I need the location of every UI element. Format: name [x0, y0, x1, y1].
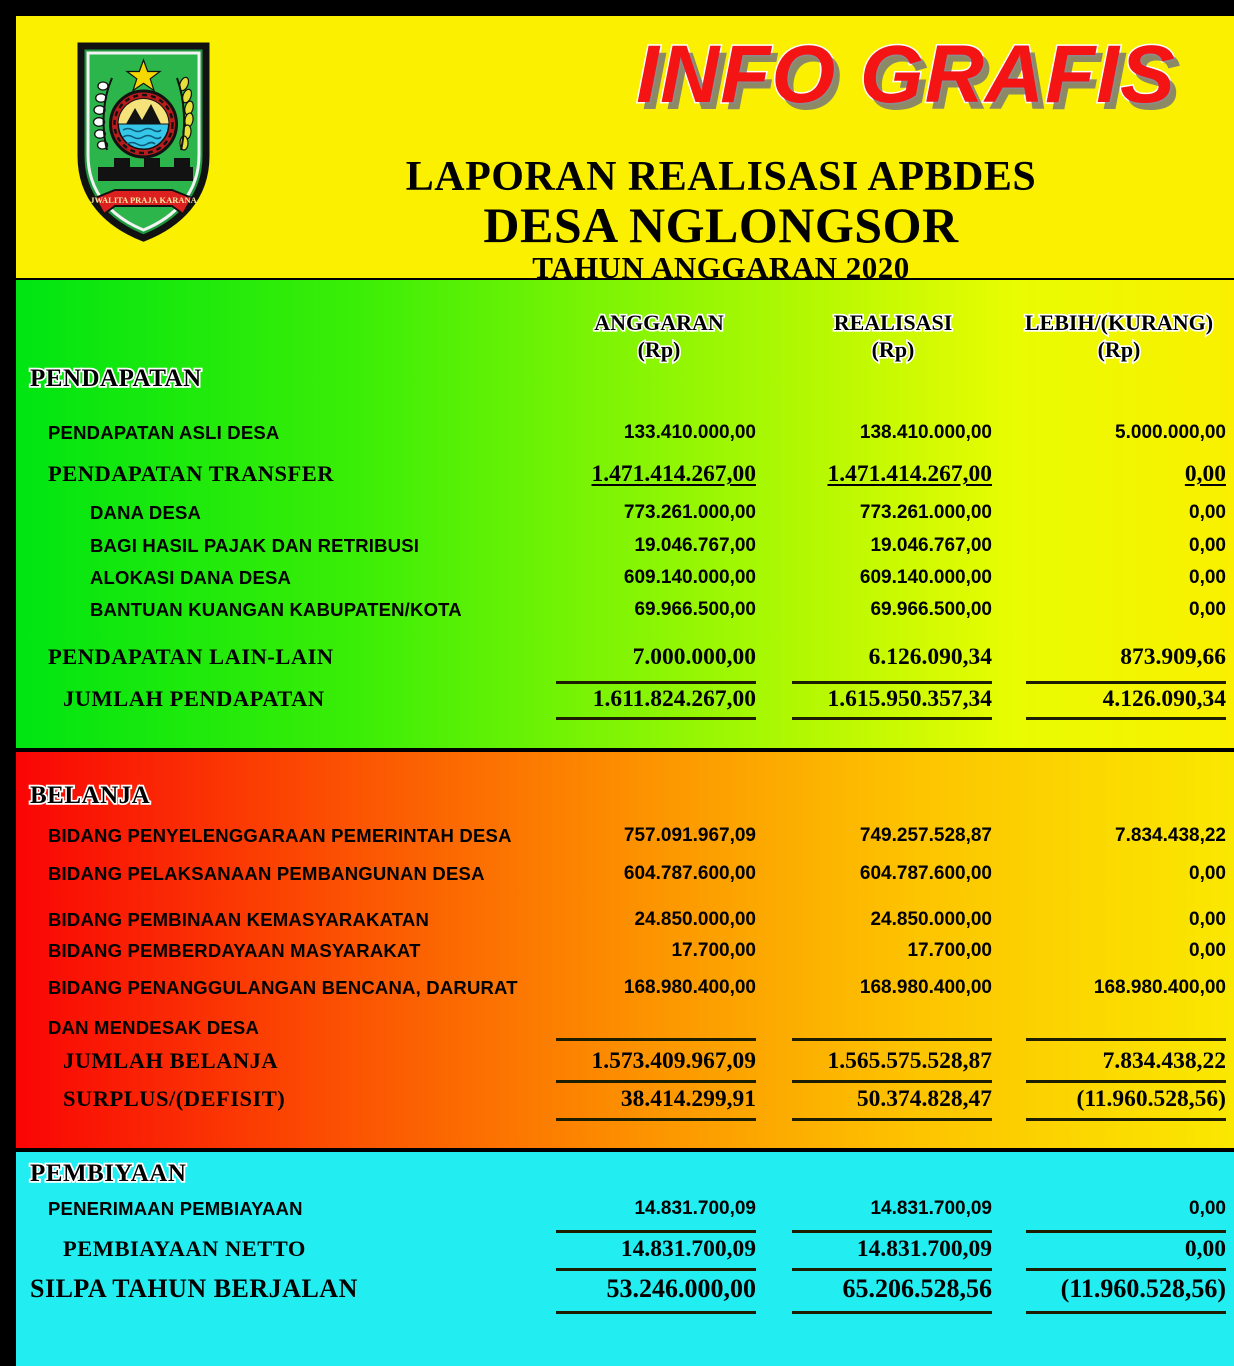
row-realisasi: 1.471.414.267,00 — [827, 461, 992, 487]
table-row-total — [8, 1236, 1226, 1262]
total-rule-bottom — [556, 1268, 756, 1271]
column-header-realisasi — [790, 310, 996, 364]
row-selisih: (11.960.528,56) — [1076, 1086, 1226, 1112]
total-rule-bottom — [792, 1118, 992, 1121]
section-title-pembiyaan: PEMBIYAAN — [30, 1160, 187, 1187]
total-rule-bottom — [792, 1311, 992, 1314]
table-row-total — [8, 1048, 1226, 1074]
row-label: JUMLAH BELANJA — [63, 1048, 279, 1073]
row-realisasi: 19.046.767,00 — [870, 535, 992, 556]
table-row — [8, 907, 1226, 933]
crest-motto-text: JWALITA PRAJA KARANA — [90, 195, 197, 205]
row-realisasi: 1.565.575.528,87 — [827, 1048, 992, 1074]
column-header-lebih-kurang-unit: (Rp) — [1097, 336, 1141, 362]
row-anggaran: 773.261.000,00 — [623, 502, 756, 523]
row-realisasi: 609.140.000,00 — [859, 567, 992, 588]
row-selisih: 0,00 — [1189, 535, 1226, 556]
report-title-line1: LAPORAN REALISASI APBDES — [405, 154, 1037, 200]
total-rule-bottom — [1026, 1311, 1226, 1314]
row-selisih: 0,00 — [1189, 863, 1226, 884]
total-rule-top — [1026, 1230, 1226, 1233]
crest-svg — [71, 38, 216, 243]
column-header-realisasi-name: REALISASI — [833, 310, 953, 335]
table-row — [8, 938, 1226, 964]
total-rule-top — [792, 681, 992, 684]
row-anggaran: 609.140.000,00 — [623, 567, 756, 588]
row-realisasi: 773.261.000,00 — [859, 502, 992, 523]
total-rule-top — [792, 1038, 992, 1041]
row-selisih: 7.834.438,22 — [1102, 1048, 1226, 1074]
table-row — [8, 861, 1226, 887]
fiscal-year: TAHUN ANGGARAN 2020 — [532, 250, 910, 278]
total-rule-bottom — [556, 717, 756, 720]
row-realisasi: 138.410.000,00 — [859, 422, 992, 443]
total-rule-bottom — [1026, 1268, 1226, 1271]
row-label: PEMBIAYAAN NETTO — [63, 1236, 306, 1261]
row-selisih: 873.909,66 — [1120, 644, 1226, 670]
column-header-lebih-kurang — [1012, 310, 1226, 364]
total-rule-top — [792, 1230, 992, 1233]
row-anggaran: 1.471.414.267,00 — [591, 461, 756, 487]
column-header-lebih-kurang-name: LEBIH/(KURANG) — [1024, 310, 1214, 335]
table-row — [8, 533, 1226, 559]
row-label: SILPA TAHUN BERJALAN — [30, 1274, 358, 1303]
row-label: SURPLUS/(DEFISIT) — [63, 1086, 286, 1111]
row-selisih: 5.000.000,00 — [1115, 422, 1226, 443]
row-realisasi: 6.126.090,34 — [868, 644, 992, 670]
row-realisasi: 24.850.000,00 — [870, 909, 992, 930]
row-label: BANTUAN KUANGAN KABUPATEN/KOTA — [90, 599, 462, 620]
row-realisasi: 14.831.700,09 — [856, 1236, 992, 1262]
row-realisasi: 50.374.828,47 — [856, 1086, 992, 1112]
row-realisasi: 604.787.600,00 — [859, 863, 992, 884]
row-anggaran: 24.850.000,00 — [634, 909, 756, 930]
row-selisih: 0,00 — [1189, 909, 1226, 930]
row-label: BIDANG PEMBERDAYAAN MASYARAKAT — [48, 940, 421, 961]
total-rule-bottom — [1026, 717, 1226, 720]
row-anggaran: 168.980.400,00 — [623, 977, 756, 998]
row-realisasi: 749.257.528,87 — [859, 825, 992, 846]
total-rule-top — [556, 1230, 756, 1233]
total-rule-bottom — [1026, 1118, 1226, 1121]
column-header-anggaran-name: ANGGARAN — [594, 310, 724, 335]
row-label: BIDANG PELAKSANAAN PEMBANGUNAN DESA — [48, 863, 485, 884]
total-rule-bottom — [792, 1268, 992, 1271]
row-selisih: 0,00 — [1189, 940, 1226, 961]
total-rule-bottom — [792, 717, 992, 720]
section-title-pendapatan: PENDAPATAN — [30, 365, 202, 392]
table-row — [8, 500, 1226, 526]
column-header-anggaran-unit: (Rp) — [637, 336, 681, 362]
row-realisasi: 17.700,00 — [907, 940, 992, 961]
row-label: BIDANG PENANGGULANGAN BENCANA, DARURAT — [48, 977, 518, 998]
village-name: DESA NGLONGSOR — [483, 197, 959, 253]
total-rule-mid — [792, 1080, 992, 1083]
table-row — [8, 1196, 1226, 1222]
row-label: BIDANG PENYELENGGARAAN PEMERINTAH DESA — [48, 825, 512, 846]
table-row-total — [8, 686, 1226, 712]
row-label: DAN MENDESAK DESA — [48, 1017, 260, 1038]
column-header-realisasi-unit: (Rp) — [871, 336, 915, 362]
total-rule-mid — [556, 1080, 756, 1083]
row-anggaran: 53.246.000,00 — [606, 1274, 756, 1303]
table-row — [8, 420, 1226, 446]
table-row — [8, 597, 1226, 623]
row-anggaran: 133.410.000,00 — [623, 422, 756, 443]
table-row-total — [8, 1086, 1226, 1112]
row-selisih: 0,00 — [1189, 1198, 1226, 1219]
row-label: ALOKASI DANA DESA — [90, 567, 292, 588]
row-selisih: 168.980.400,00 — [1093, 977, 1226, 998]
total-rule-bottom — [556, 1118, 756, 1121]
row-realisasi: 168.980.400,00 — [859, 977, 992, 998]
row-label: DANA DESA — [90, 502, 202, 523]
table-row — [8, 823, 1226, 849]
row-anggaran: 14.831.700,09 — [634, 1198, 756, 1219]
row-anggaran: 17.700,00 — [671, 940, 756, 961]
row-realisasi: 69.966.500,00 — [870, 599, 992, 620]
row-anggaran: 14.831.700,09 — [620, 1236, 756, 1262]
row-label: BIDANG PEMBINAAN KEMASYARAKATAN — [48, 909, 430, 930]
row-anggaran: 1.611.824.267,00 — [592, 686, 756, 712]
row-label: PENDAPATAN LAIN-LAIN — [48, 644, 334, 669]
info-grafis-title: INFO GRAFIS — [636, 29, 1176, 120]
row-realisasi: 1.615.950.357,34 — [827, 686, 992, 712]
row-selisih: 0,00 — [1189, 502, 1226, 523]
row-anggaran: 38.414.299,91 — [620, 1086, 756, 1112]
row-selisih: 0,00 — [1184, 1236, 1226, 1262]
row-selisih: (11.960.528,56) — [1060, 1274, 1226, 1303]
total-rule-top — [1026, 1038, 1226, 1041]
table-row — [8, 644, 1226, 670]
row-selisih: 0,00 — [1184, 461, 1226, 487]
table-row — [8, 975, 1226, 1001]
regency-crest-logo — [71, 38, 216, 243]
row-label: PENDAPATAN TRANSFER — [48, 461, 334, 486]
row-label: BAGI HASIL PAJAK DAN RETRIBUSI — [90, 535, 420, 556]
total-rule-top — [556, 681, 756, 684]
header-band — [16, 16, 1234, 278]
row-label: PENERIMAAN PEMBIAYAAN — [48, 1198, 303, 1219]
row-anggaran: 757.091.967,09 — [623, 825, 756, 846]
row-selisih: 7.834.438,22 — [1115, 825, 1226, 846]
row-selisih: 0,00 — [1189, 599, 1226, 620]
row-anggaran: 604.787.600,00 — [623, 863, 756, 884]
row-label: PENDAPATAN ASLI DESA — [48, 422, 280, 443]
section-title-belanja: BELANJA — [30, 782, 151, 809]
row-anggaran: 19.046.767,00 — [634, 535, 756, 556]
total-rule-top — [556, 1038, 756, 1041]
row-anggaran: 7.000.000,00 — [632, 644, 756, 670]
row-anggaran: 1.573.409.967,09 — [591, 1048, 756, 1074]
total-rule-top — [1026, 681, 1226, 684]
column-header-anggaran — [556, 310, 762, 364]
total-rule-mid — [1026, 1080, 1226, 1083]
total-rule-bottom — [556, 1311, 756, 1314]
row-realisasi: 65.206.528,56 — [842, 1274, 992, 1303]
table-row-total — [8, 1276, 1226, 1302]
table-row — [8, 565, 1226, 591]
row-label: JUMLAH PENDAPATAN — [63, 686, 325, 711]
row-realisasi: 14.831.700,09 — [870, 1198, 992, 1219]
row-selisih: 4.126.090,34 — [1102, 686, 1226, 712]
row-anggaran: 69.966.500,00 — [634, 599, 756, 620]
row-selisih: 0,00 — [1189, 567, 1226, 588]
table-row — [8, 461, 1226, 487]
